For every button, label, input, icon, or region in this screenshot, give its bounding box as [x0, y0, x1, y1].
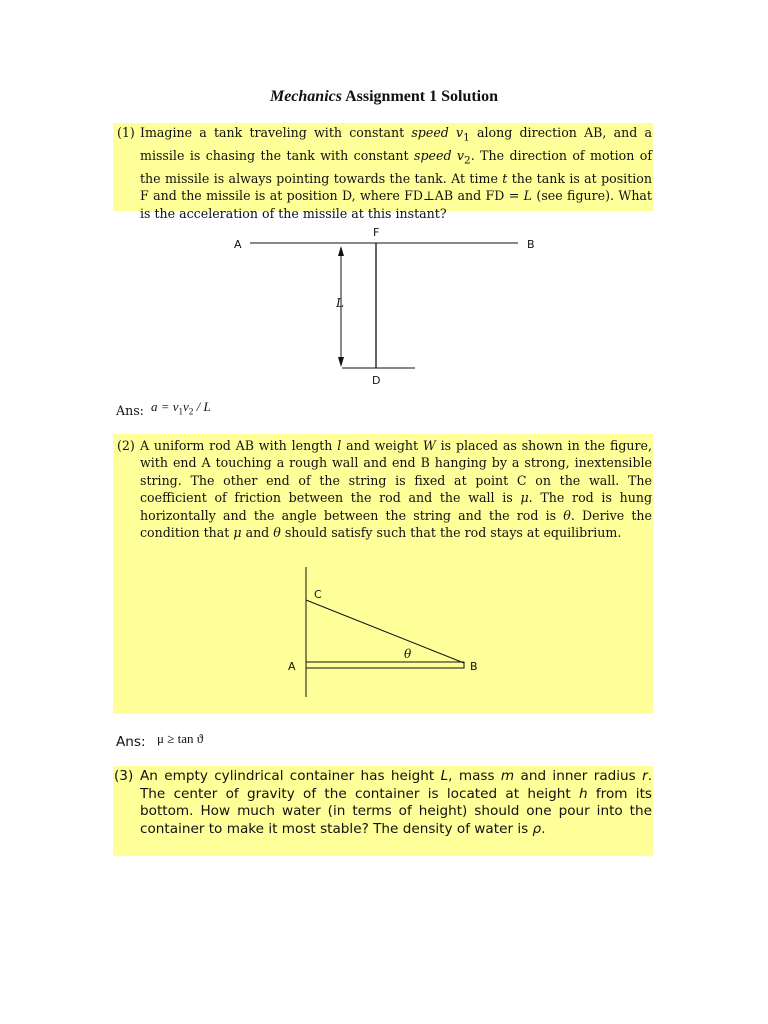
- title-rest: Assignment 1 Solution: [341, 88, 499, 105]
- answer-2-value: [157, 731, 203, 747]
- label-c: C: [314, 588, 322, 601]
- answer-1-label: Ans:: [116, 403, 144, 418]
- question-3-text: An empty cylindrical container has height L, mass m and inner radius r. The center of gravity of the container is located at height h from its bottom. How much water (in terms of height) should one pour into the container to make it most stable? The density of water is ρ.: [140, 768, 653, 837]
- string-cb: [306, 600, 464, 663]
- answer-2-text: μ ≥ tan ϑ: [157, 731, 204, 746]
- question-2-text: A uniform rod AB with length l and weight W is placed as shown in the figure, with end A touching a rough wall and end B hanging by a strong, inextensible string. The other end of the string is fixed at point C on the wall. The coefficient of friction between the rod and the wall is μ. The rod is hung horizontally and the angle between the string and the rod is θ. Derive the condition that μ and θ should satisfy such that the rod stays at equilibrium.: [140, 438, 653, 541]
- label-f: F: [373, 226, 380, 239]
- question-1-text: Imagine a tank traveling with constant speed $v_1$ along direction AB, and a missile is chasing the tank with constant speed $v_2$. The direction of motion of the missile is always pointing towards the tank. At time t the tank is at position F and the missile is at position D, where FD⊥AB and FD = L (see figure). What is the acceleration of the missile at this instant?: [140, 125, 652, 221]
- question-3-number: (3): [114, 768, 134, 784]
- label-a2: A: [288, 660, 296, 673]
- answer-2-label: Ans:: [116, 734, 146, 750]
- question-2-number: (2): [117, 438, 135, 453]
- question-1-number: (1): [117, 125, 135, 140]
- answer-1-text: $a = v_1v_2 / L$: [151, 399, 211, 417]
- label-a: A: [234, 238, 242, 251]
- label-theta: θ: [404, 647, 412, 661]
- label-l: L: [336, 296, 344, 310]
- title-italic: Mechanics: [269, 88, 342, 105]
- label-b2: B: [470, 660, 478, 673]
- label-b: B: [527, 238, 535, 251]
- rod-ab: [306, 662, 464, 668]
- label-d: D: [372, 374, 381, 387]
